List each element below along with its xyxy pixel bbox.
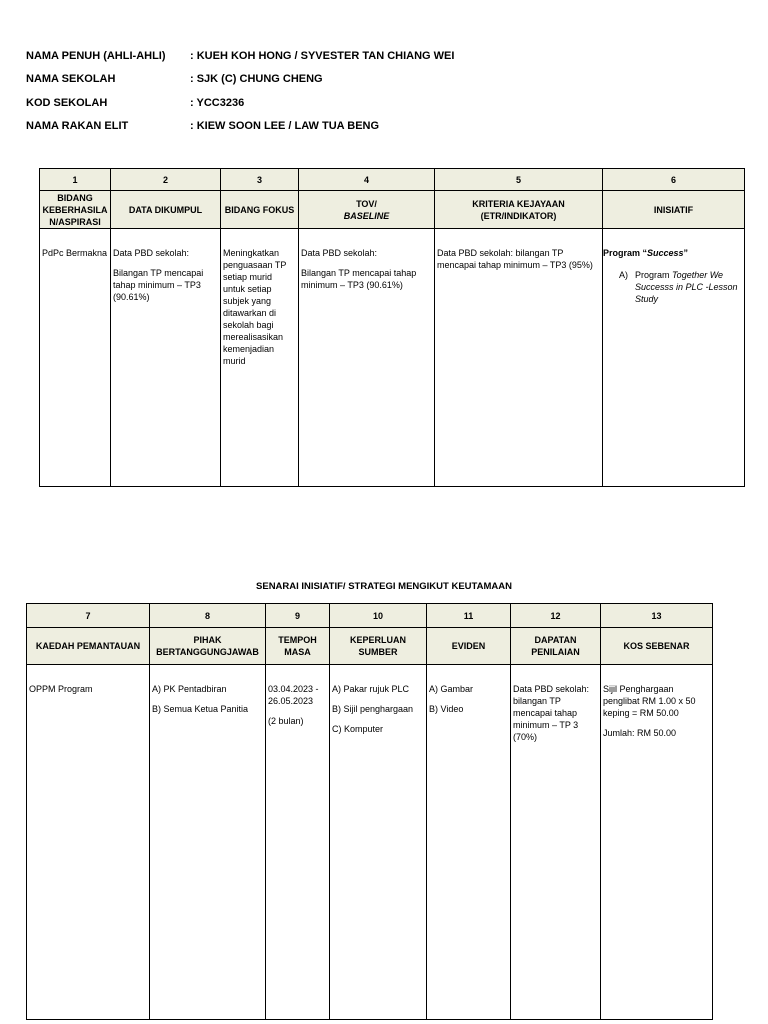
- table-planning: [39, 168, 745, 487]
- column-number: 6: [603, 169, 745, 191]
- column-number: 13: [601, 604, 713, 628]
- duration: (2 bulan): [268, 716, 304, 726]
- cell-text: Bilangan TP mencapai tahap minimum – TP3 (90.61%): [113, 268, 204, 302]
- program-title-name: Success: [647, 248, 684, 258]
- initiative-text: [635, 269, 742, 305]
- cell-bidang-fokus: Meningkatkan penguasaan TP setiap murid untuk setiap subjek yang ditawarkan di sekolah bagi merealisasikan kemenjadian murid: [221, 229, 299, 487]
- program-title-text: Program “: [603, 248, 648, 258]
- info-row-kod-sekolah: [26, 91, 454, 115]
- info-row-nama-penuh: [26, 44, 454, 68]
- cell-kriteria: Data PBD sekolah: bilangan TP mencapai tahap minimum – TP3 (95%): [435, 229, 603, 487]
- info-value: : KIEW SOON LEE / LAW TUA BENG: [190, 120, 380, 133]
- cell-text: Data PBD sekolah:: [301, 248, 378, 258]
- list-letter: A): [619, 270, 628, 280]
- list-item: A) Gambar: [429, 684, 474, 694]
- table-number-row: [40, 169, 745, 191]
- info-label: NAMA SEKOLAH: [26, 73, 116, 86]
- cell-inisiatif: [603, 229, 745, 487]
- column-number: 9: [266, 604, 330, 628]
- info-label: KOD SEKOLAH: [26, 96, 108, 109]
- cell-kaedah: OPPM Program: [27, 665, 150, 1020]
- column-number: 11: [427, 604, 511, 628]
- cell-bidang: PdPc Bermakna: [40, 229, 111, 487]
- initiative-text-name: Together We Successs in PLC -Lesson Study: [635, 270, 738, 304]
- list-item: A) Pakar rujuk PLC: [332, 684, 410, 694]
- program-title-quote: ”: [683, 248, 689, 258]
- list-item: B) Video: [429, 704, 464, 714]
- info-label: NAMA PENUH (AHLI-AHLI): [26, 49, 166, 62]
- column-number: 8: [150, 604, 266, 628]
- initiative-text-prefix: Program: [635, 270, 673, 280]
- table-strategy: [26, 603, 713, 1020]
- column-number: 3: [221, 169, 299, 191]
- column-number: 7: [27, 604, 150, 628]
- header-kaedah-pemantauan: KAEDAH PEMANTAUAN: [27, 628, 150, 665]
- cell-dapatan: Data PBD sekolah: bilangan TP mencapai tahap minimum – TP 3 (70%): [511, 665, 601, 1020]
- header-eviden: EVIDEN: [427, 628, 511, 665]
- header-baseline: BASELINE: [343, 210, 390, 221]
- column-number: 1: [40, 169, 111, 191]
- column-number: 4: [299, 169, 435, 191]
- list-item: A) PK Pentadbiran: [152, 684, 227, 694]
- info-row-rakan-elit: [26, 115, 454, 139]
- initiative-item: [603, 269, 742, 305]
- header-kos-sebenar: KOS SEBENAR: [601, 628, 713, 665]
- list-item: B) Semua Ketua Panitia: [152, 704, 249, 714]
- column-number: 5: [435, 169, 603, 191]
- cell-text: Bilangan TP mencapai tahap minimum – TP3 (90.61%): [301, 268, 417, 290]
- header-keperluan-sumber: KEPERLUAN SUMBER: [330, 628, 427, 665]
- cell-data-dikumpul: [111, 229, 221, 487]
- info-value: : YCC3236: [190, 96, 245, 109]
- column-number: 10: [330, 604, 427, 628]
- section-title: SENARAI INISIATIF/ STRATEGI MENGIKUT KEUTAMAAN: [256, 581, 512, 592]
- info-label: NAMA RAKAN ELIT: [26, 120, 129, 133]
- header-tempoh-masa: TEMPOH MASA: [266, 628, 330, 665]
- info-block: [26, 44, 454, 138]
- info-value: : SJK (C) CHUNG CHENG: [190, 73, 323, 86]
- header-tov: TOV/: [356, 198, 377, 209]
- cell-kos: [601, 665, 713, 1020]
- cell-pihak: [150, 665, 266, 1020]
- table-header-row: [40, 191, 745, 229]
- table-number-row: [27, 604, 713, 628]
- table-row: [27, 665, 713, 1020]
- info-value: : KUEH KOH HONG / SYVESTER TAN CHIANG WEI: [190, 49, 455, 62]
- header-bidang-fokus: BIDANG FOKUS: [221, 191, 299, 229]
- cell-keperluan: [330, 665, 427, 1020]
- column-number: 12: [511, 604, 601, 628]
- header-pihak-bertanggungjawab: PIHAK BERTANGGUNGJAWAB: [150, 628, 266, 665]
- cell-tempoh: [266, 665, 330, 1020]
- column-number: 2: [111, 169, 221, 191]
- list-item: C) Komputer: [332, 724, 384, 734]
- table-row: [40, 229, 745, 487]
- date-range: 03.04.2023 - 26.05.2023: [268, 684, 319, 706]
- list-item: B) Sijil penghargaan: [332, 704, 414, 714]
- cost-total: Jumlah: RM 50.00: [603, 728, 677, 738]
- header-dapatan-penilaian: DAPATAN PENILAIAN: [511, 628, 601, 665]
- table-header-row: [27, 628, 713, 665]
- cell-eviden: [427, 665, 511, 1020]
- header-data-dikumpul: DATA DIKUMPUL: [111, 191, 221, 229]
- header-bidang-keberhasilan: BIDANG KEBERHASILA N/ASPIRASI: [40, 191, 111, 229]
- header-inisiatif: INISIATIF: [603, 191, 745, 229]
- program-title: [603, 247, 742, 259]
- header-tov-baseline: [299, 191, 435, 229]
- header-kriteria-kejayaan: KRITERIA KEJAYAAN (ETR/INDIKATOR): [435, 191, 603, 229]
- cell-text: Data PBD sekolah:: [113, 248, 190, 258]
- info-row-nama-sekolah: [26, 68, 454, 92]
- cell-tov: [299, 229, 435, 487]
- cost-detail: Sijil Penghargaan penglibat RM 1.00 x 50 keping = RM 50.00: [603, 684, 696, 718]
